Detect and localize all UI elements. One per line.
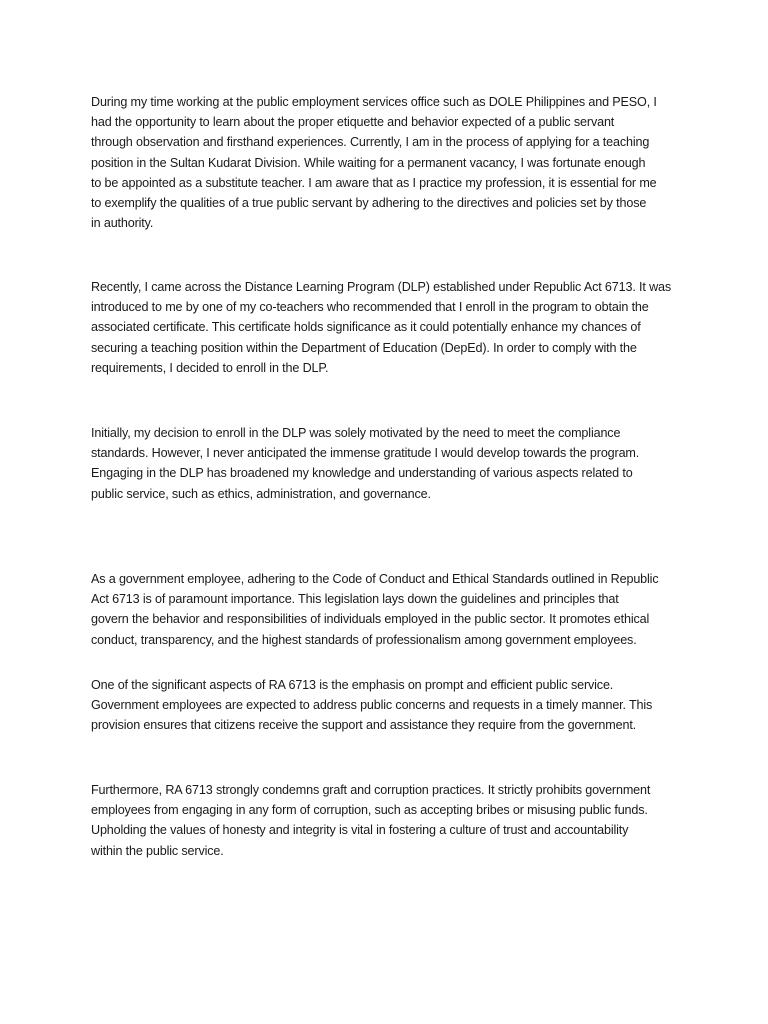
paragraph-line: through observation and firsthand experiences. Currently, I am in the process of applying for a teaching	[91, 135, 650, 150]
paragraph-line: within the public service.	[91, 843, 224, 858]
paragraph-line: Furthermore, RA 6713 strongly condemns graft and corruption practices. It strictly prohibits government	[91, 783, 651, 797]
paragraph-line: had the opportunity to learn about the proper etiquette and behavior expected of a public servant	[91, 115, 615, 130]
paragraph-line: conduct, transparency, and the highest standards of professionalism among government employees.	[91, 632, 637, 647]
paragraph-line: securing a teaching position within the Department of Education (DepEd). In order to comply with the	[91, 340, 637, 355]
paragraph-line: employees from engaging in any form of corruption, such as accepting bribes or misusing public funds.	[91, 803, 648, 818]
paragraph-public-service	[91, 675, 691, 736]
paragraph-line: Act 6713 is of paramount importance. This legislation lays down the guidelines and principles that	[91, 592, 619, 607]
paragraph-line: standards. However, I never anticipated the immense gratitude I would develop towards the program.	[91, 446, 640, 461]
paragraph-line: in authority.	[91, 216, 154, 231]
paragraph-line: to exemplify the qualities of a true public servant by adhering to the directives and policies set by those	[91, 196, 647, 211]
paragraph-line: Engaging in the DLP has broadened my knowledge and understanding of various aspects related to	[91, 466, 633, 481]
paragraph-line: During my time working at the public employment services office such as DOLE Philippines and PESO, I	[91, 95, 657, 109]
paragraph-line: Recently, I came across the Distance Learning Program (DLP) established under Republic Act 6713. It was	[91, 280, 672, 294]
paragraph-line: provision ensures that citizens receive the support and assistance they require from the government.	[91, 718, 637, 733]
paragraph-line: introduced to me by one of my co-teachers who recommended that I enroll in the program to obtain the	[91, 300, 649, 315]
paragraph-line: position in the Sultan Kudarat Division. While waiting for a permanent vacancy, I was fortunate enough	[91, 155, 646, 170]
paragraph-line: Government employees are expected to address public concerns and requests in a timely manner. This	[91, 698, 653, 713]
paragraph-line: associated certificate. This certificate holds significance as it could potentially enhance my chances of	[91, 320, 641, 335]
paragraph-anti-corruption	[91, 780, 691, 861]
paragraph-line: public service, such as ethics, administration, and governance.	[91, 486, 431, 501]
paragraph-work-experience	[91, 92, 691, 233]
paragraph-line: Upholding the values of honesty and integrity is vital in fostering a culture of trust and accountability	[91, 823, 629, 838]
paragraph-line: requirements, I decided to enroll in the DLP.	[91, 360, 329, 375]
paragraph-code-of-conduct	[91, 569, 691, 650]
paragraph-line: to be appointed as a substitute teacher. I am aware that as I practice my profession, it is essential for me	[91, 175, 657, 190]
paragraph-dlp-introduction	[91, 277, 691, 378]
paragraph-dlp-motivation	[91, 423, 691, 504]
paragraph-line: Initially, my decision to enroll in the DLP was solely motivated by the need to meet the compliance	[91, 426, 621, 440]
paragraph-line: One of the significant aspects of RA 6713 is the emphasis on prompt and efficient public service.	[91, 678, 614, 692]
paragraph-line: As a government employee, adhering to the Code of Conduct and Ethical Standards outlined in Republic	[91, 572, 659, 586]
paragraph-line: govern the behavior and responsibilities of individuals employed in the public sector. It promotes ethical	[91, 612, 650, 627]
